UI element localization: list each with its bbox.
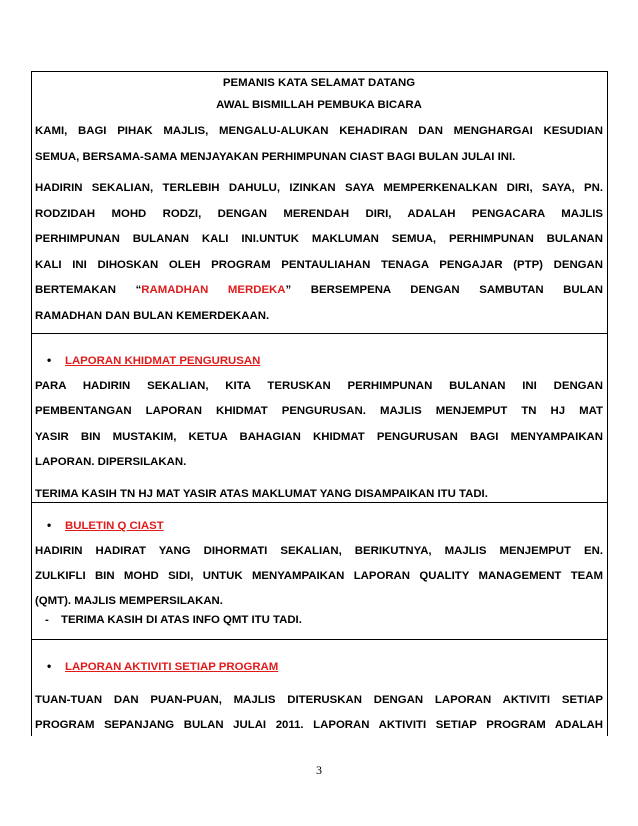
section-heading [35,348,603,374]
paragraph-line: YASIR BIN MUSTAKIM, KETUA BAHAGIAN KHIDMAT PENGURUSAN BAGI MENYAMPAIKAN [35,430,603,443]
section-welcome [32,72,607,334]
heading-text: LAPORAN AKTIVITI SETIAP PROGRAM [65,661,279,673]
section-laporan-aktiviti [32,640,607,736]
heading-text: BULETIN Q CIAST [65,520,164,532]
paragraph-line: KALI INI DIHOSKAN OLEH PROGRAM PENTAULIAHAN TENAGA PENGAJAR (PTP) DENGAN [35,258,603,271]
section-buletin [32,503,607,640]
paragraph-line: PEMBENTANGAN LAPORAN KHIDMAT PENGURUSAN. MAJLIS MENJEMPUT TN HJ MAT [35,405,603,417]
dash-item [35,610,603,632]
section-heading [35,513,603,539]
paragraph-line: RODZIDAH MOHD RODZI, DENGAN MERENDAH DIRI, ADALAH PENGACARA MAJLIS [35,207,603,220]
theme-name: RAMADHAN MERDEKA [141,284,286,296]
paragraph-line: (QMT). MAJLIS MEMPERSILAKAN. [35,594,223,607]
section-laporan-khidmat [32,334,607,503]
page-number: 3 [316,763,322,777]
paragraph-line: PARA HADIRIN SEKALIAN, KITA TERUSKAN PERHIMPUNAN BULANAN INI DENGAN [35,379,603,392]
dash-text: TERIMA KASIH DI ATAS INFO QMT ITU TADI. [61,613,302,626]
paragraph-line: SEMUA, BERSAMA-SAMA MENJAYAKAN PERHIMPUNAN CIAST BAGI BULAN JULAI INI. [35,150,516,163]
heading-text: LAPORAN KHIDMAT PENGURUSAN [65,355,261,367]
dash-marker: - [45,613,49,626]
bullet-icon: • [47,659,52,673]
theme-prefix: BERTEMAKAN “ [35,284,142,296]
paragraph-line: LAPORAN. DIPERSILAKAN. [35,456,187,468]
bullet-icon: • [47,353,52,367]
paragraph-line: PROGRAM SEPANJANG BULAN JULAI 2011. LAPORAN AKTIVITI SETIAP PROGRAM ADALAH [35,719,603,731]
section-heading [35,654,603,680]
theme-line [35,278,603,304]
paragraph-line: TERIMA KASIH TN HJ MAT YASIR ATAS MAKLUMAT YANG DISAMPAIKAN ITU TADI. [35,487,488,500]
title-line-1: PEMANIS KATA SELAMAT DATANG [222,77,416,89]
paragraph-line: ZULKIFLI BIN MOHD SIDI, UNTUK MENYAMPAIKAN LAPORAN QUALITY MANAGEMENT TEAM [35,570,603,582]
paragraph-line: KAMI, BAGI PIHAK MAJLIS, MENGALU-ALUKAN KEHADIRAN DAN MENGHARGAI KESUDIAN [35,125,603,137]
paragraph-line: HADIRIN HADIRAT YANG DIHORMATI SEKALIAN, BERIKUTNYA, MAJLIS MENJEMPUT EN. [35,544,603,557]
paragraph-line: PERHIMPUNAN BULANAN KALI INI.UNTUK MAKLUMAN SEMUA, PERHIMPUNAN BULANAN [35,233,603,245]
bullet-icon: • [47,518,52,532]
paragraph-line: RAMADHAN DAN BULAN KEMERDEKAAN. [35,309,270,322]
title-line-2: AWAL BISMILLAH PEMBUKA BICARA [216,99,422,111]
paragraph-line: TUAN-TUAN DAN PUAN-PUAN, MAJLIS DITERUSKAN DENGAN LAPORAN AKTIVITI SETIAP [35,693,603,706]
script-table [31,71,608,736]
theme-suffix: ” BERSEMPENA DENGAN SAMBUTAN BULAN [285,284,603,296]
paragraph-line: HADIRIN SEKALIAN, TERLEBIH DAHULU, IZINKAN SAYA MEMPERKENALKAN DIRI, SAYA, PN. [35,182,603,194]
